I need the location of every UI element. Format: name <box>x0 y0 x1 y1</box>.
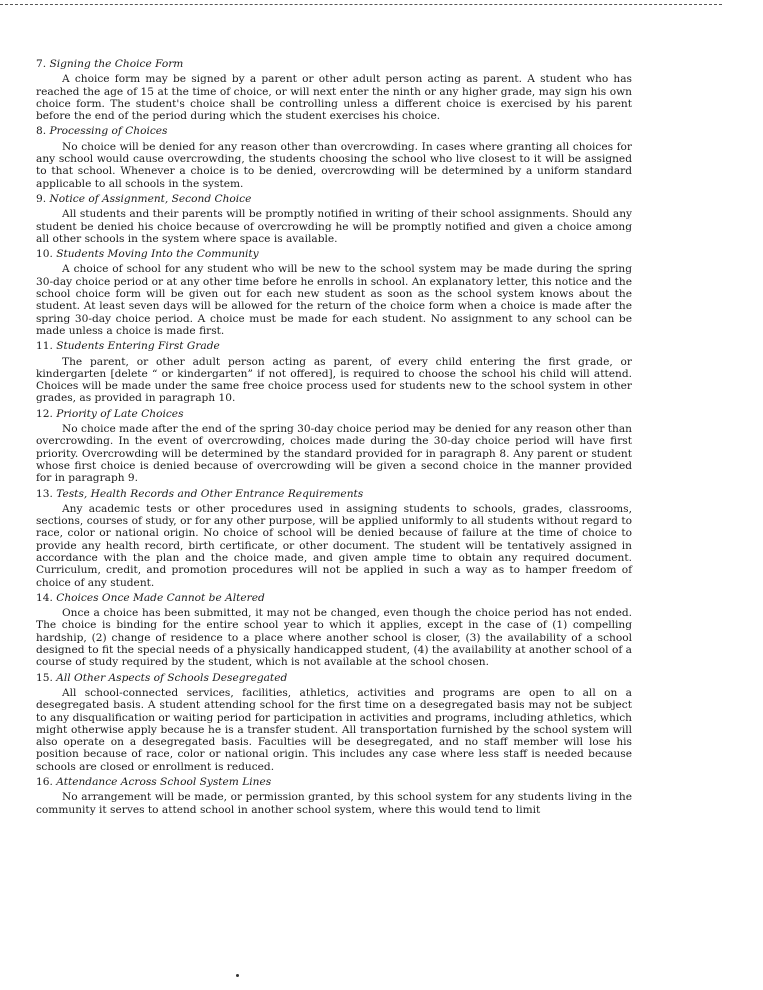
section-paragraph: No choice made after the end of the spring 30-day choice period may be denied for any reason other than overcrowding. In the event of overcrowding, choices made during the 30-day choice period will have first priority. Overcrowding will be determined by the standard provided for in paragraph 8. Any parent or student whose first choice is denied because of overcrowding will be given a second choice in the manner provided for in paragraph 9. <box>36 423 632 485</box>
section-number: 8. <box>36 125 47 138</box>
section-paragraph: Once a choice has been submitted, it may not be changed, even though the choice period has not ended. The choice is binding for the entire school year to which it applies, except in the case of (1) compelling hardship, (2) change of residence to a place where another school is closer, (3) the availability of a school designed to fit the special needs of a physically handicapped student, (4) the availability at another school of a course of study required by the student, which is not available at the school chosen. <box>36 607 632 669</box>
section-heading <box>36 408 632 420</box>
document-body <box>36 58 632 819</box>
section-heading <box>36 488 632 500</box>
section-number: 14. <box>36 591 53 604</box>
section-14 <box>36 592 632 669</box>
section-heading <box>36 776 632 788</box>
section-title: Notice of Assignment, Second Choice <box>49 192 252 205</box>
section-paragraph: A choice form may be signed by a parent or other adult person acting as parent. A student who has reached the age of 15 at the time of choice, or will next enter the ninth or any higher grade, may sign his own choice form. The student's choice shall be controlling unless a different choice is exercised by his parent before the end of the period during which the student exercises his choice. <box>36 73 632 123</box>
section-paragraph: No arrangement will be made, or permission granted, by this school system for any students living in the community it serves to attend school in another school system, where this would tend to limit <box>36 791 632 816</box>
section-16 <box>36 776 632 816</box>
section-11 <box>36 340 632 404</box>
section-paragraph: Any academic tests or other procedures used in assigning students to schools, grades, classrooms, sections, courses of study, or for any other purpose, will be applied uniformly to all students without regard to race, color or national origin. No choice of school will be denied because of failure at the time of choice to provide any health record, birth certificate, or other document. The student will be tentatively assigned in accordance with the plan and the choice made, and given ample time to obtain any required document. Curriculum, credit, and promotion procedures will not be applied in such a way as to hamper freedom of choice of any student. <box>36 502 632 589</box>
section-13 <box>36 488 632 589</box>
section-title: All Other Aspects of Schools Desegregated <box>56 671 288 684</box>
section-number: 15. <box>36 671 53 684</box>
section-title: Processing of Choices <box>49 125 168 138</box>
section-heading <box>36 592 632 604</box>
section-title: Priority of Late Choices <box>56 407 184 420</box>
section-paragraph: All students and their parents will be promptly notified in writing of their school assignments. Should any student be denied his choice because of overcrowding he will be promptly notified and given a choice among all other schools in the system where space is available. <box>36 208 632 245</box>
section-heading <box>36 125 632 137</box>
section-paragraph: The parent, or other adult person acting as parent, of every child entering the first grade, or kindergarten [delete “ or kindergarten” if not offered], is required to choose the school his child will attend. Choices will be made under the same free choice process used for students new to the school system in other grades, as provided in paragraph 10. <box>36 355 632 405</box>
section-title: Students Moving Into the Community <box>56 248 259 261</box>
section-number: 11. <box>36 340 53 353</box>
section-title: Students Entering First Grade <box>56 340 220 353</box>
section-8 <box>36 125 632 189</box>
section-number: 13. <box>36 487 53 500</box>
section-15 <box>36 672 632 773</box>
section-number: 10. <box>36 248 53 261</box>
section-title: Choices Once Made Cannot be Altered <box>56 591 265 604</box>
section-heading <box>36 58 632 70</box>
section-number: 16. <box>36 776 53 789</box>
section-title: Attendance Across School System Lines <box>56 776 272 789</box>
section-paragraph: All school-connected services, facilities, athletics, activities and programs are open to all on a desegregated basis. A student attending school for the first time on a desegregated basis may not be subject to any disqualification or waiting period for participation in activities and programs, including athletics, which might otherwise apply because he is a transfer student. All transportation furnished by the school system will also operate on a desegregated basis. Faculties will be desegregated, and no staff member will lose his position because of race, color or national origin. This includes any case where less staff is needed because schools are closed or enrollment is reduced. <box>36 686 632 773</box>
section-number: 9. <box>36 192 47 205</box>
section-title: Tests, Health Records and Other Entrance Requirements <box>56 487 364 500</box>
section-heading <box>36 340 632 352</box>
section-title: Signing the Choice Form <box>49 58 184 70</box>
section-9 <box>36 193 632 245</box>
section-heading <box>36 248 632 260</box>
section-paragraph: No choice will be denied for any reason other than overcrowding. In cases where granting all choices for any school would cause overcrowding, the students choosing the school who live closest to it will be assigned to that school. Whenever a choice is to be denied, overcrowding will be determined by a uniform standard applicable to all schools in the system. <box>36 140 632 190</box>
section-paragraph: A choice of school for any student who will be new to the school system may be made during the spring 30-day choice period or at any other time before he enrolls in school. An explanatory letter, this notice and the school choice form will be given out for each new student as soon as the school system knows about the student. At least seven days will be allowed for the return of the choice form when a choice is made after the spring 30-day choice period. A choice must be made for each student. No assignment to any school can be made unless a choice is made first. <box>36 263 632 337</box>
section-heading <box>36 193 632 205</box>
section-12 <box>36 408 632 485</box>
top-rule <box>0 4 722 5</box>
section-7 <box>36 58 632 122</box>
section-10 <box>36 248 632 337</box>
scan-speck <box>236 974 239 977</box>
section-number: 12. <box>36 407 53 420</box>
section-heading <box>36 672 632 684</box>
section-number: 7. <box>36 58 47 70</box>
